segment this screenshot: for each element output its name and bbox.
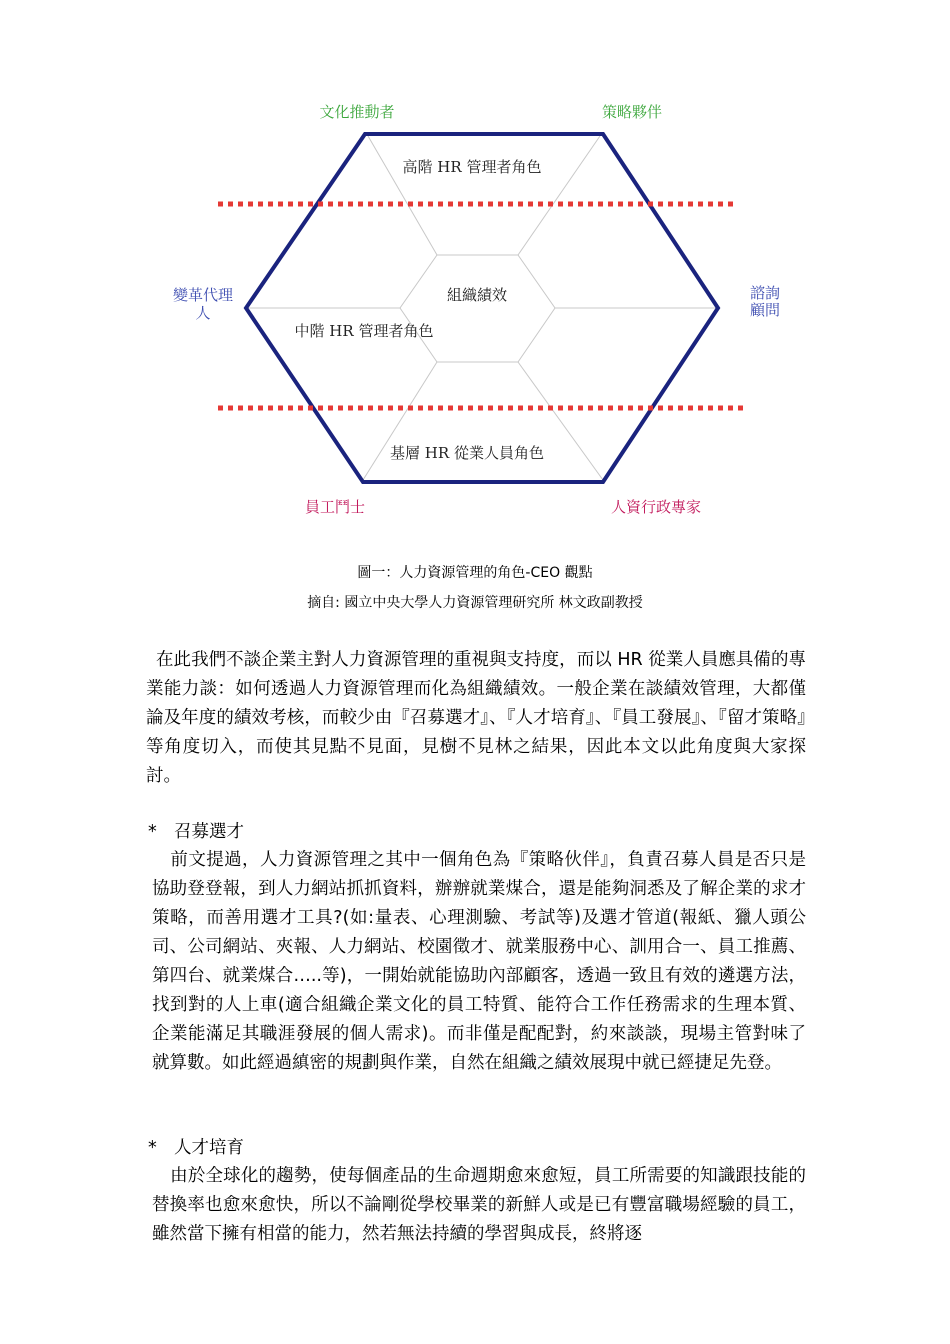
figure-caption-source: 摘自: 國立中央大學人力資源管理研究所 林文政副教授 [307,595,643,611]
label-consultant-line2: 顧問 [749,301,781,319]
bullet-star: * [148,1138,157,1158]
inner-structure-lines [246,136,718,480]
figure-caption-title: 圖一：人力資源管理的角色-CEO 觀點 [357,565,593,581]
label-change-agent-line2: 人 [195,304,211,322]
label-senior-hr: 高階 HR 管理者角色 [402,158,542,176]
section-paragraph-recruitment [152,846,806,1078]
label-strategic-partner: 策略夥伴 [601,103,663,121]
spoke-upper-right [518,136,600,255]
section-title: 召募選才 [174,822,244,842]
center-hexagon [400,255,555,362]
section-text: 前文提過，人力資源管理之其中一個角色為『策略伙伴』，負責召募人員是否只是協助登登報，到人力網站抓抓資料，辦辦就業煤合，還是能夠洞悉及了解企業的求才策略，而善用選才工具?(如:量表、心理測驗、考試等)及選才管道(報紙、獵人頭公司、公司網站、夾報、人力網站、校園徵才、就業服務中心、訓用合一、員工推薦、第四台、就業煤合…..等)，一開始就能協助內部顧客，透過一致且有效的遴選方法，找到對的人上車(適合組織企業文化的員工特質、能符合工作任務需求的生理本質、企業能滿足其職涯發展的個人需求)。而非僅是配配對，約來談談，現場主管對味了就算數。如此經過縝密的規劃與作業，自然在組織之績效展現中就已經捷足先登。 [152,850,806,1073]
hr-roles-diagram [0,0,950,530]
spoke-upper-left [368,136,437,255]
label-base-hr: 基層 HR 從業人員角色 [390,444,544,462]
section-heading-talent-development [148,1134,244,1163]
section-title: 人才培育 [174,1138,244,1158]
section-heading-recruitment [148,818,244,847]
spoke-lower-right [518,362,603,480]
label-employee-champion: 員工鬥士 [304,498,366,516]
section-text: 由於全球化的趨勢，使每個產品的生命週期愈來愈短，員工所需要的知識跟技能的替換率也愈來愈快，所以不論剛從學校畢業的新鮮人或是已有豐富職場經驗的員工，雖然當下擁有相當的能力，然若無法持續的學習與成長，終將逐 [152,1166,806,1244]
label-middle-hr: 中階 HR 管理者角色 [294,322,434,340]
label-change-agent-line1: 變革代理 [172,286,234,304]
section-paragraph-talent-development [152,1162,806,1249]
intro-paragraph [146,646,806,791]
intro-text: 在此我們不談企業主對人力資源管理的重視與支持度，而以 HR 從業人員應具備的專業能力談：如何透過人力資源管理而化為組織績效。一般企業在談績效管理，大都僅論及年度的績效考核，而較少由『召募選才』、『人才培育』、『員工發展』、『留才策略』等角度切入，而使其見點不見面，見樹不見林之結果，因此本文以此角度與大家探討。 [146,650,806,786]
label-org-performance: 組織績效 [446,286,508,304]
bullet-star: * [148,822,157,842]
spoke-lower-left [363,362,437,480]
label-consultant-line1: 諮詢 [749,284,781,302]
label-culture-promoter: 文化推動者 [319,103,395,121]
label-admin-expert: 人資行政專家 [610,498,702,516]
